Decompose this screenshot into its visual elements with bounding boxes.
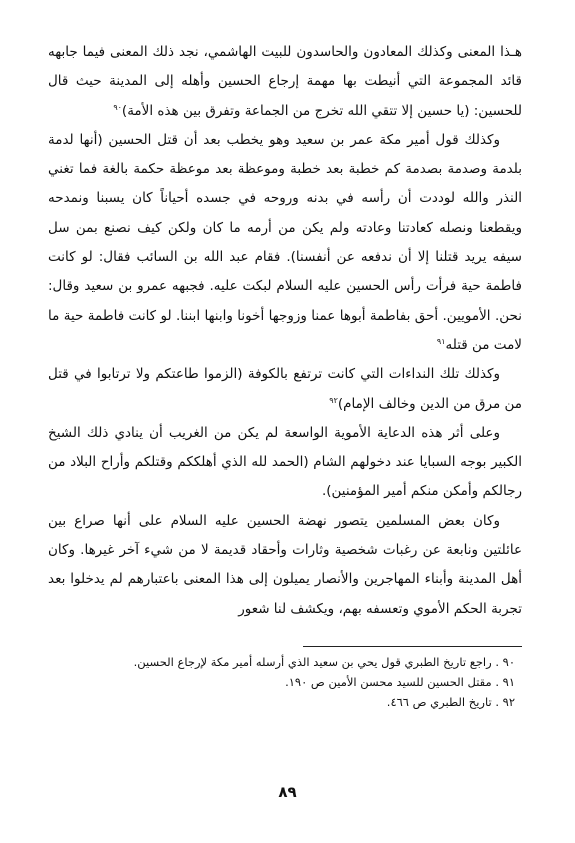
paragraph-text: وكان بعض المسلمين يتصور نهضة الحسين عليه السلام على أنها صراع بين عائلتين ونابعة عن رغبات شخصية وثارات وأحقاد قديمة لا من شيء آخر غيرها. وكان أهل المدينة وأبناء المهاجرين والأنصار يميلون إلى هذا المعنى باعتبارهم لم يدخلوا بعد تجربة الحكم الأموي وتعسفه بهم، ويكشف لنا شعور	[48, 512, 522, 617]
footnote: ٩٠ . راجع تاريخ الطبري قول يحي بن سعيد الذي أرسله أمير مكة لإرجاع الحسين.	[133, 655, 515, 669]
footnote-marker: ٩١	[436, 336, 446, 346]
paragraph	[48, 360, 522, 419]
footnote-separator	[303, 646, 522, 647]
paragraph	[48, 38, 522, 126]
body-text	[48, 38, 522, 624]
paragraph-text: وعلى أثر هذه الدعاية الأموية الواسعة لم يكن من الغريب أن ينادي ذلك الشيخ الكبير بوجه السبايا عند دخولهم الشام (الحمد لله الذي أهلككم وقتلكم وأراح البلاد من رجالكم وأمكن منكم أمير المؤمنين).	[48, 424, 522, 500]
paragraph	[48, 126, 522, 360]
paragraph-text: هـذا المعنى وكذلك المعادون والحاسدون للبيت الهاشمي، نجد ذلك المعنى فيما جابهه قائد المجموعة التي أنيطت بها مهمة إرجاع الحسين وأهله إلى المدينة حيث قال للحسين: (يا حسين إلا تتقي الله تخرج من الجماعة وتفرق بين هذه الأمة)	[48, 44, 522, 119]
footnotes	[60, 652, 515, 712]
footnote-marker: ٩٢	[329, 395, 338, 405]
footnote-marker: ٩٠	[113, 102, 122, 112]
footnote: ٩٢ . تاريخ الطبري ص ٤٦٦.	[386, 695, 515, 709]
footnote: ٩١ . مقتل الحسين للسيد محسن الأمين ص ١٩٠.	[285, 675, 515, 689]
paragraph-text: وكذلك قول أمير مكة عمر بن سعيد وهو يخطب بعد أن قتل الحسين (أنها لدمة بلدمة وصدمة بصدمة كم خطبة بعد خطبة وموعظة بعد موعظة حكمة بالغة فما تغني النذر والله لوددت أن رأسه في بدنه وروحه في جسده أحياناً كان يسبنا ونمدحه ويقطعنا ونصله كعادتنا وعادته ولم يكن من أرمه ما كان ولكن كيف نصنع بمن سل سيفه يريد قتلنا إلا أن ندفعه عن أنفسنا). فقام عبد الله بن السائب فقال: لو كانت فاطمة حية فرأت رأس الحسين عليه السلام لبكت عليه. فجبهه عمرو بن سعيد وقال: نحن. الأمويين. أحق بفاطمة أبوها عمنا وزوجها أخونا وابنها ابننا. لو كانت فاطمة حية ما لامت من قتله	[48, 131, 522, 353]
paragraph	[48, 419, 522, 507]
paragraph	[48, 507, 522, 624]
paragraph-text: وكذلك تلك النداءات التي كانت ترتفع بالكوفة (الزموا طاعتكم ولا ترتابوا في قتل من مرق من الدين وخالف الإمام)	[48, 366, 522, 412]
page-number: ٨٩	[278, 783, 297, 801]
